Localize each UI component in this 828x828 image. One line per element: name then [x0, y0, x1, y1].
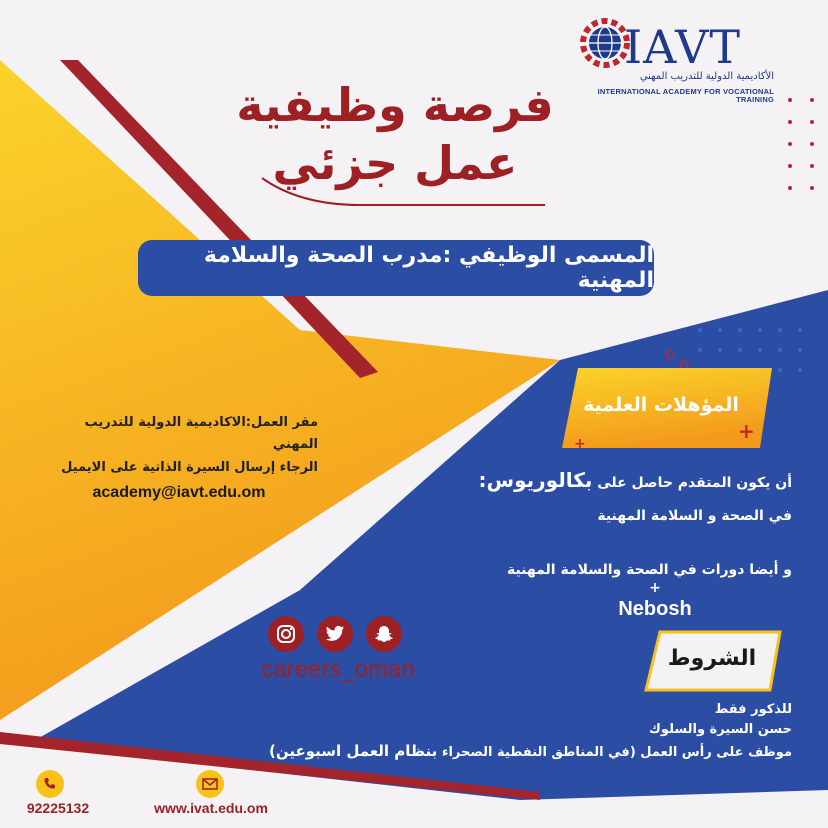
qualification-line1 [420, 468, 792, 492]
conditions-heading: الشروط [667, 646, 757, 671]
job-title: المسمى الوظيفي :مدرب الصحة والسلامة المهنية [203, 243, 654, 293]
qualification-nebosh: Nebosh [618, 598, 692, 620]
brand-arabic-name: الأكاديمية الدولية للتدريب المهني [639, 71, 774, 82]
phone-number[interactable]: 92225132 [26, 800, 90, 816]
brand-english-name: INTERNATIONAL ACADEMY FOR VOCATIONAL TRAINING [597, 87, 774, 104]
social-handle: careers_oman [261, 656, 415, 683]
qualification-line1-prefix: أن يكون المتقدم حاصل على [597, 475, 792, 491]
website-link[interactable]: www.ivat.edu.om [154, 800, 268, 816]
snapchat-icon[interactable] [366, 616, 402, 652]
svg-text:+: + [574, 436, 586, 452]
qualification-line2: في الصحة و السلامة المهنية [597, 508, 792, 524]
headline-line1: فرصة وظيفية [236, 78, 554, 132]
cv-instruction: الرجاء إرسال السيرة الذاتية على الايميل [61, 460, 318, 475]
workplace-info [40, 412, 318, 502]
condition-3-emphasis: بنظام العمل اسبوعين) [269, 742, 438, 760]
brand-name: IAVT [624, 20, 742, 74]
qualification-degree: بكالوريوس: [478, 468, 593, 492]
job-title-banner [138, 240, 654, 296]
qualifications-heading: المؤهلات العلمية [583, 394, 739, 416]
qualification-line3: و أيضا دورات في الصحة والسلامة المهنية [506, 562, 792, 578]
instagram-icon[interactable] [268, 616, 304, 652]
workplace-location: مقر العمل:الاكاديمية الدولية للتدريب المهني [84, 415, 318, 452]
logo [578, 14, 774, 104]
condition-3-prefix: موظف على رأس العمل (في المناطق النفطية الصحراء [441, 745, 792, 760]
twitter-icon[interactable] [317, 616, 353, 652]
phone-icon [36, 770, 64, 798]
condition-2: حسن السيرة والسلوك [649, 722, 792, 737]
condition-3 [269, 742, 792, 760]
svg-text:+: + [738, 419, 755, 443]
qualification-plus: + [649, 580, 661, 596]
email-icon [196, 770, 224, 798]
headline-line2: عمل جزئي [272, 136, 518, 190]
email-link[interactable]: academy@iavt.edu.om [92, 484, 266, 501]
condition-1: للذكور فقط [714, 702, 792, 717]
